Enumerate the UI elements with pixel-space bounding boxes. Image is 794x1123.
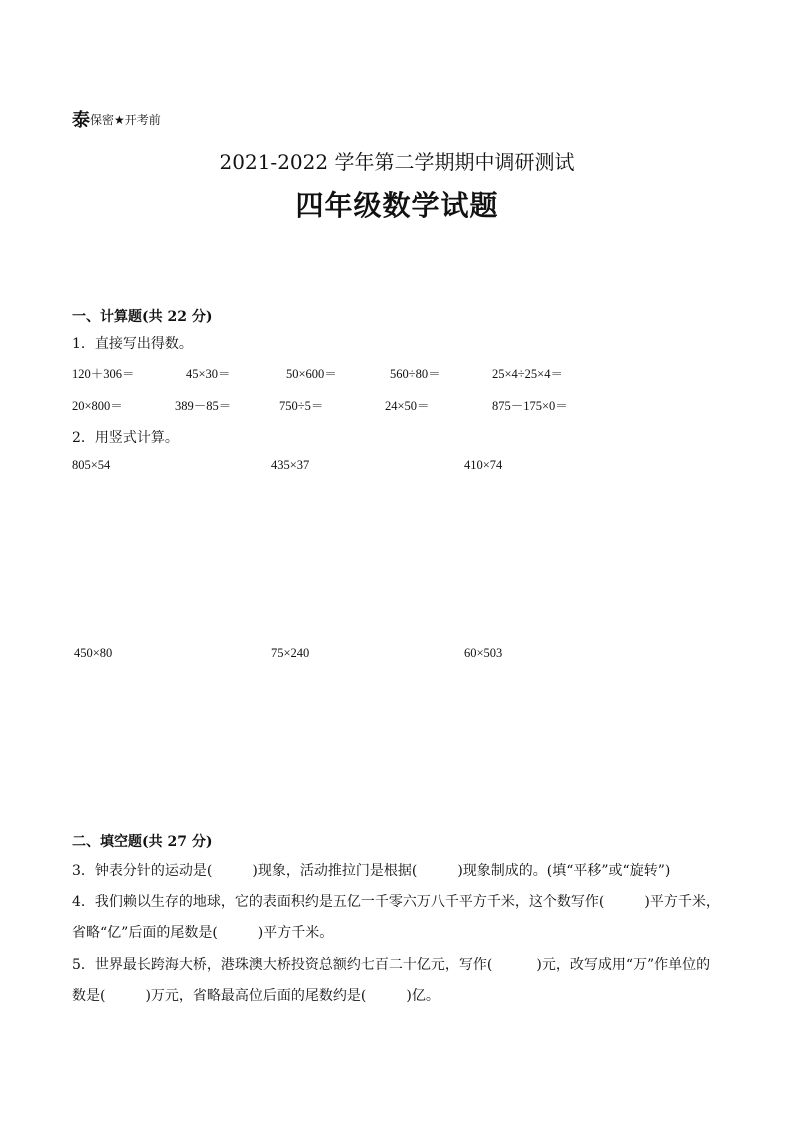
question-3: 3．钟表分针的运动是( )现象，活动推拉门是根据( )现象制成的。(填“平移”或“旋转”)	[72, 863, 671, 879]
calc-item: 750÷5＝	[279, 399, 324, 413]
exam-subtitle: 2021-2022 学年第二学期期中调研测试	[219, 150, 575, 174]
question-5: 5．世界最长跨海大桥，港珠澳大桥投资总额约七百二十亿元，写作( )元，改写成用“万”作单位的数是( )万元，省略最高位后面的尾数约是( )亿。	[72, 957, 711, 1004]
exam-title: 四年级数学试题	[295, 189, 499, 222]
vertical-calc-item: 450×80	[74, 646, 113, 660]
vertical-calc-item: 410×74	[464, 458, 503, 472]
vertical-calc-item: 805×54	[72, 458, 111, 472]
calc-item: 45×30＝	[186, 367, 231, 381]
calc-item: 389－85＝	[175, 399, 232, 413]
vertical-calc-item: 75×240	[271, 646, 310, 660]
calc-item: 120＋306＝	[72, 367, 135, 381]
question-2-label: 2．用竖式计算。	[72, 430, 179, 446]
calc-item: 24×50＝	[385, 399, 430, 413]
section-2-heading: 二、填空题(共 27 分)	[72, 834, 213, 850]
school-logo: 泰	[72, 110, 90, 131]
confidential-label	[72, 106, 161, 132]
vertical-calc-item: 60×503	[464, 646, 503, 660]
question-1-label: 1．直接写出得数。	[72, 336, 193, 352]
calc-item: 875－175×0＝	[492, 399, 568, 413]
calc-item: 20×800＝	[72, 399, 123, 413]
vertical-calc-item: 435×37	[271, 458, 310, 472]
calc-item: 50×600＝	[286, 367, 337, 381]
secret-text: 保密★开考前	[90, 113, 161, 127]
calc-item: 560÷80＝	[390, 367, 441, 381]
question-4: 4．我们赖以生存的地球，它的表面积约是五亿一千零六万八千平方千米，这个数写作( )平方千米，省略“亿”后面的尾数是( )平方千米。	[72, 894, 720, 941]
calc-item: 25×4÷25×4＝	[492, 367, 563, 381]
section-1-heading: 一、计算题(共 22 分)	[72, 309, 213, 325]
